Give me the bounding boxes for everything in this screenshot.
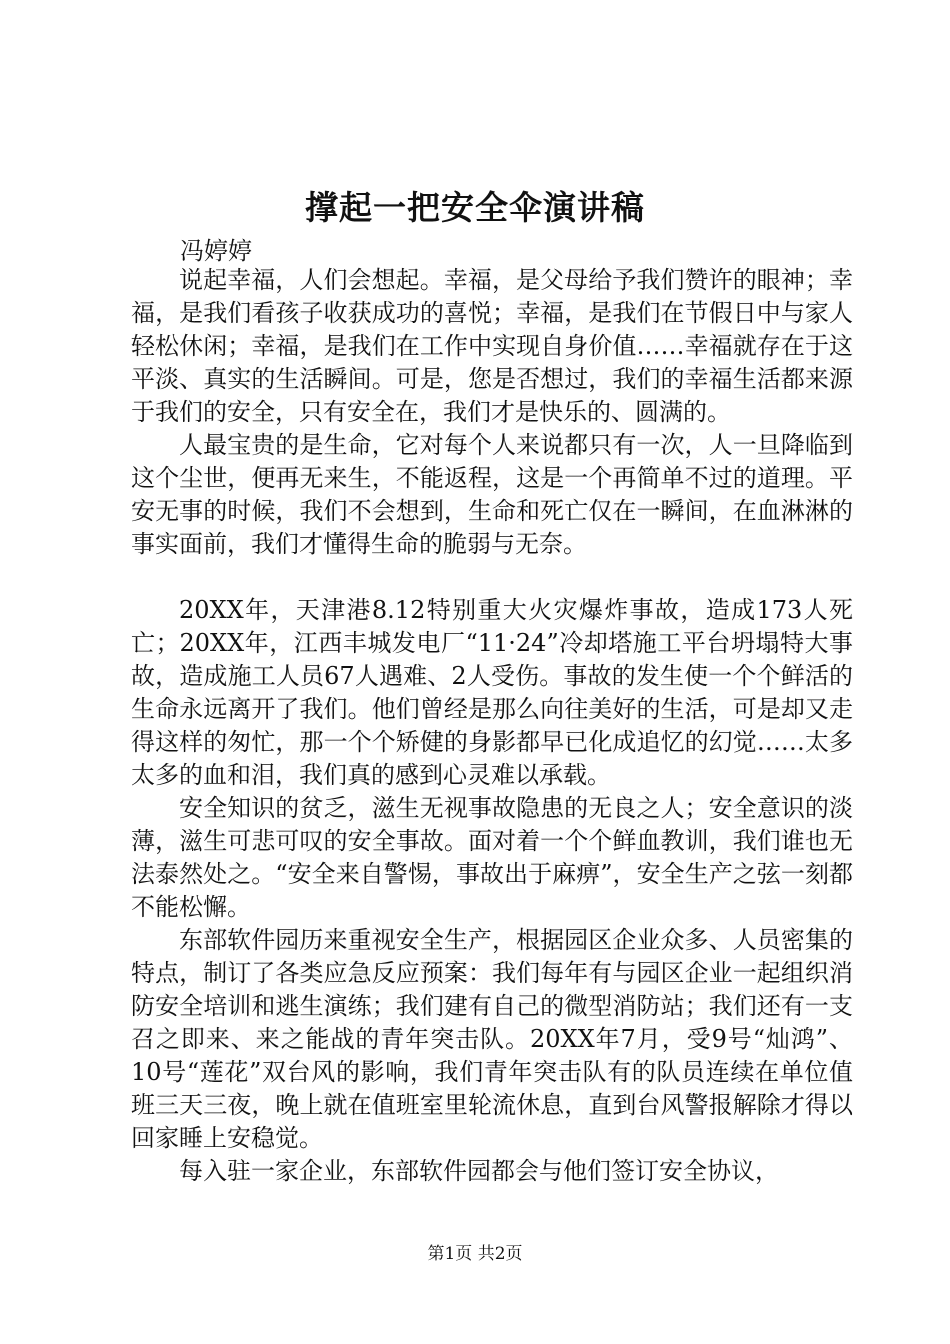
paragraph-enterprise: 每入驻一家企业，东部软件园都会与他们签订安全协议， (179, 1157, 779, 1185)
paragraph-life: 人最宝贵的是生命，它对每个人来说都只有一次，人一旦降临到这个尘世，便再无来生，不能返程，这是一个再简单不过的道理。平安无事的时候，我们不会想到，生命和死亡仅在一瞬间，在血淋淋的事实面前，我们才懂得生命的脆弱与无奈。 (131, 431, 853, 558)
document-title: 撑起一把安全伞演讲稿 (305, 188, 645, 227)
page-number-footer: 第1页 共2页 (427, 1244, 523, 1264)
author-name: 冯婷婷 (180, 237, 252, 265)
paragraph-happiness: 说起幸福，人们会想起。幸福，是父母给予我们赞许的眼神；幸福，是我们看孩子收获成功的喜悦；幸福，是我们在节假日中与家人轻松休闲；幸福，是我们在工作中实现自身价值……幸福就存在于这平淡、真实的生活瞬间。可是，您是否想过，我们的幸福生活都来源于我们的安全，只有安全在，我们才是快乐的、圆满的。 (131, 266, 853, 426)
paragraph-software-park: 东部软件园历来重视安全生产，根据园区企业众多、人员密集的特点，制订了各类应急反应预案：我们每年有与园区企业一起组织消防安全培训和逃生演练；我们建有自己的微型消防站；我们还有一支召之即来、来之能战的青年突击队。20XX年7月，受9号“灿鸿”、10号“莲花”双台风的影响，我们青年突击队有的队员连续在单位值班三天三夜，晚上就在值班室里轮流休息，直到台风警报解除才得以回家睡上安稳觉。 (131, 926, 853, 1152)
document-body (131, 264, 853, 1188)
paragraph-safety-knowledge: 安全知识的贫乏，滋生无视事故隐患的无良之人；安全意识的淡薄，滋生可悲可叹的安全事故。面对着一个个鲜血教训，我们谁也无法泰然处之。“安全来自警惕，事故出于麻痹”，安全生产之弦一刻都不能松懈。 (131, 794, 853, 921)
paragraph-accidents: 20XX年，天津港8.12特别重大火灾爆炸事故，造成173人死亡；20XX年，江西丰城发电厂“11·24”冷却塔施工平台坍塌特大事故，造成施工人员67人遇难、2人受伤。事故的发生使一个个鲜活的生命永远离开了我们。他们曾经是那么向往美好的生活，可是却又走得这样的匆忙，那一个个矫健的身影都早已化成追忆的幻觉……太多太多的血和泪，我们真的感到心灵难以承载。 (131, 596, 853, 789)
